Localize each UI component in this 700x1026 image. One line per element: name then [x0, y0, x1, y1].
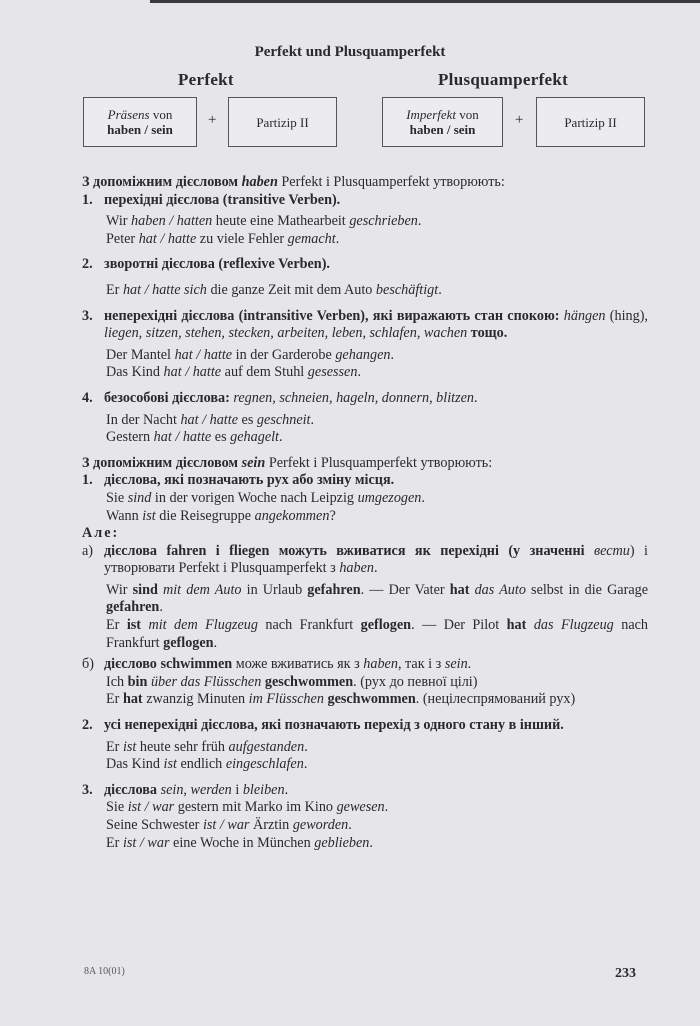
aux-tense: Präsens: [107, 107, 150, 122]
sein-sub-b: б) дієслово schwimmen може вживатись як з haben, так і з sein.: [82, 656, 472, 673]
example-sentence: Das Kind ist endlich eingeschlafen.: [106, 756, 308, 773]
perfekt-aux-box: [83, 97, 197, 147]
sein-item-3: 3. дієслова sein, werden і bleiben.: [82, 781, 289, 798]
sein-item-2: 2. усі неперехідні дієслова, які позначають перехід з одного стану в інший.: [82, 717, 564, 734]
page-title: Perfekt und Plusquamperfekt: [254, 44, 446, 60]
example-sentence: Er ist mit dem Flugzeug nach Frankfurt geflogen. — Der Pilot hat das Flugzeug nach Frankfurt geflogen.: [106, 617, 649, 651]
sein-intro: З допоміжним дієсловом sein Perfekt і Plusquamperfekt утворюють:: [82, 454, 493, 471]
haben-item-1: 1. перехідні дієслова (transitive Verben).: [82, 191, 341, 208]
example-sentence: Wir sind mit dem Auto in Urlaub gefahren. — Der Vater hat das Auto selbst in die Garage gefahren.: [106, 581, 649, 616]
aux-verbs: haben / sein: [409, 122, 476, 137]
plusquam-participle-box: [536, 97, 645, 147]
example-sentence: Sie ist / war gestern mit Marko im Kino gewesen.: [106, 799, 389, 816]
aux-verbs: haben / sein: [107, 122, 173, 137]
but-label: Але:: [82, 525, 120, 542]
main-content: [82, 174, 648, 852]
example-sentence: In der Nacht hat / hatte es geschneit.: [106, 411, 315, 428]
example-sentence: Er hat / hatte sich die ganze Zeit mit dem Auto beschäftigt.: [106, 281, 442, 298]
sein-item-1: 1. дієслова, які позначають рух або зміну місця.: [82, 472, 395, 489]
perfekt-heading: Perfekt: [178, 70, 234, 89]
haben-item-3: 3. неперехідні дієслова (intransitive Verben), які виражають стан спокою: hängen (hing), liegen, sitzen, stehen, stecken, arbeiten, leben, schlafen, wachen тощо.: [82, 307, 648, 342]
haben-item-2: 2. зворотні дієслова (reflexive Verben).: [82, 256, 330, 273]
participle-label: Partizip II: [564, 114, 617, 130]
plusquam-aux-box: [382, 97, 503, 147]
example-sentence: Sie sind in der vorigen Woche nach Leipzig umgezogen.: [106, 489, 425, 506]
example-sentence: Peter hat / hatte zu viele Fehler gemacht.: [106, 230, 340, 247]
aux-von: von: [149, 107, 173, 122]
haben-item-4: 4. безособові дієслова: regnen, schneien, hageln, donnern, blitzen.: [82, 389, 478, 406]
example-sentence: Er ist heute sehr früh aufgestanden.: [106, 738, 308, 755]
perfekt-participle-box: [228, 97, 337, 147]
aux-tense: Imperfekt: [406, 107, 457, 122]
example-sentence: Er ist / war eine Woche in München geblieben.: [106, 834, 373, 851]
example-sentence: Er hat zwanzig Minuten im Flüsschen geschwommen. (нецілеспрямований рух): [106, 691, 576, 708]
print-mark: 8A 10(01): [84, 966, 125, 977]
example-sentence: Wann ist die Reisegruppe angekommen?: [106, 507, 336, 524]
scan-edge: [150, 0, 700, 3]
example-sentence: Wir haben / hatten heute eine Mathearbeit geschrieben.: [106, 213, 422, 230]
example-sentence: Seine Schwester ist / war Ärztin geworden.: [106, 817, 352, 833]
example-sentence: Gestern hat / hatte es gehagelt.: [106, 429, 283, 446]
sein-verb: sein: [241, 454, 266, 471]
plus-sign: +: [208, 112, 217, 128]
plusquamperfekt-heading: Plusquamperfekt: [438, 70, 569, 89]
example-sentence: Das Kind hat / hatte auf dem Stuhl gesessen.: [106, 364, 361, 381]
aux-von: von: [456, 107, 479, 122]
haben-intro: З допоміжним дієсловом haben Perfekt і Plusquamperfekt утворюють:: [82, 174, 505, 190]
example-sentence: Ich bin über das Flüsschen geschwommen. (рух до певної цілі): [106, 673, 478, 690]
plus-sign: +: [515, 112, 524, 128]
example-sentence: Der Mantel hat / hatte in der Garderobe gehangen.: [106, 346, 395, 363]
participle-label: Partizip II: [256, 114, 309, 130]
sein-sub-a: а) дієслова fahren і fliegen можуть вживатися як перехідні (у значенні вести) і утворювати Perfekt і Plusquamperfekt з haben.: [82, 542, 648, 577]
page-number: 233: [615, 966, 636, 981]
haben-verb: haben: [241, 174, 278, 190]
